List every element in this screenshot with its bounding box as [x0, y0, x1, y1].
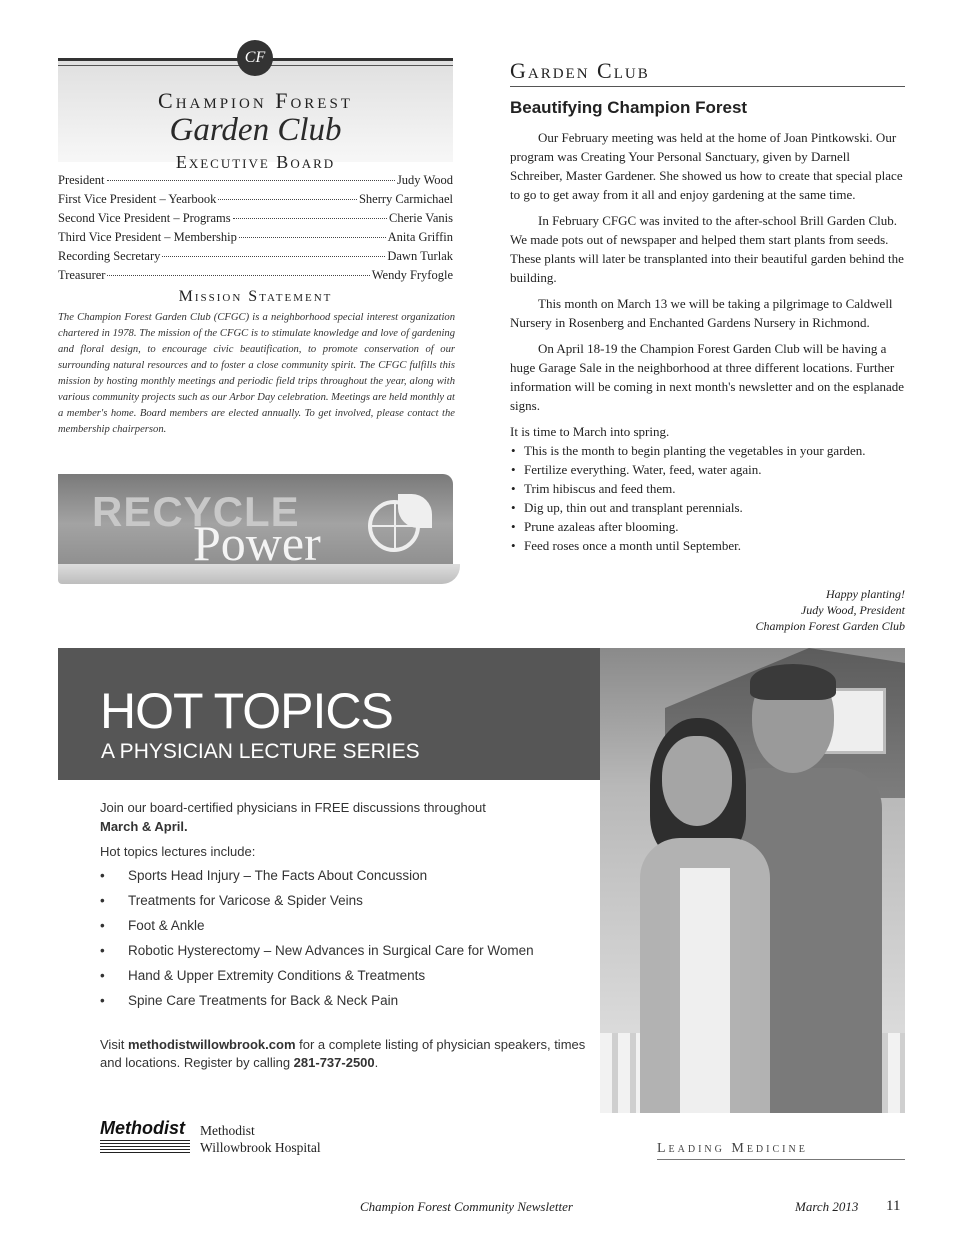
ad-lectures-intro: Hot topics lectures include: [100, 844, 256, 859]
lecture-item: • Treatments for Varicose & Spider Veins [100, 893, 600, 918]
ad-intro [100, 798, 600, 861]
officer-role: First Vice President – Yearbook [58, 192, 217, 206]
section-title: Garden Club [510, 58, 905, 87]
tip-item: • Prune azaleas after blooming. [510, 517, 905, 536]
footer-date: March 2013 [795, 1199, 859, 1214]
page-number: 11 [886, 1198, 901, 1214]
officer-role: Second Vice President – Programs [58, 211, 231, 225]
club-monogram-logo: CF [237, 40, 273, 76]
visit-middle: for a complete listing of physician speakers, times and locations. Register by calling [100, 1037, 586, 1070]
club-name: Champion Forest [158, 88, 353, 113]
lecture-label: Robotic Hysterectomy – New Advances in Surgical Care for Women [128, 943, 534, 958]
mission-statement-text: The Champion Forest Garden Club (CFGC) is a neighborhood special interest organization chartered in 1978. The mission of the CFGC is to stimulate knowledge and love of gardening and floral design, to encourage civic beautification, to promote conservation of our surrounding natural resources and to foster a close community spirit. The CFGC fulfills this mission by hosting monthly meetings and periodic field trips throughout the year, along with various community projects such as our Arbor Day celebration. Meetings are held monthly at a member's home. Board members are elected annually. To get involved, please contact the membership chairperson. [58, 312, 455, 435]
lecture-label: Spine Care Treatments for Back & Neck Pain [128, 993, 399, 1008]
officer-row [58, 211, 453, 230]
officer-name: Dawn Turlak [387, 249, 453, 263]
lecture-item: • Foot & Ankle [100, 918, 600, 943]
officer-row [58, 192, 453, 211]
visit-prefix: Visit [100, 1037, 128, 1052]
mission-statement-heading: Mission Statement [178, 288, 333, 305]
officer-name: Anita Griffin [387, 230, 453, 244]
visit-end: . [374, 1055, 379, 1070]
tip-item: • Dig up, thin out and transplant perennials. [510, 498, 905, 517]
tips-list [510, 441, 905, 555]
article-body [510, 128, 905, 555]
club-script-title: Garden Club [169, 112, 342, 148]
methodist-logo: Methodist [100, 1118, 185, 1138]
logo-stripes [100, 1140, 190, 1154]
article-paragraph: This month on March 13 we will be taking a pilgrimage to Caldwell Nursery in Rosenberg and Enchanted Gardens Nursery in Richmond. [510, 296, 893, 330]
sign-line: Champion Forest Garden Club [755, 619, 905, 633]
officer-role: Treasurer [58, 268, 106, 282]
ad-visit-text [100, 1036, 600, 1072]
couple-photo [600, 648, 905, 1113]
article-paragraph: In February CFGC was invited to the after-school Brill Garden Club. We made pots out of newspaper and helped them start plants from seeds. These plants will later be transplanted into their beautiful garden behind the building. [510, 213, 904, 285]
officer-row [58, 173, 453, 192]
sign-line: Judy Wood, President [800, 603, 905, 617]
hospital-line2: Willowbrook Hospital [200, 1140, 321, 1155]
tip-item: • Feed roses once a month until September. [510, 536, 905, 555]
lecture-item: • Spine Care Treatments for Back & Neck Pain [100, 993, 600, 1018]
ad-subtitle: A PHYSICIAN LECTURE SERIES [101, 740, 420, 763]
tip-item: • Trim hibiscus and feed them. [510, 479, 905, 498]
ad-join-months: March & April. [100, 819, 188, 834]
footer-newsletter-title: Champion Forest Community Newsletter [360, 1199, 573, 1214]
officer-list [58, 173, 453, 287]
website-url: methodistwillowbrook.com [127, 1037, 296, 1052]
tagline: Leading Medicine [657, 1141, 905, 1160]
power-word: Power [193, 515, 321, 571]
recycle-power-banner [58, 474, 460, 586]
officer-name: Cherie Vanis [389, 211, 453, 225]
sign-line: Happy planting! [826, 587, 905, 601]
tips-intro: It is time to March into spring. [510, 424, 670, 439]
officer-name: Wendy Fryfogle [371, 268, 453, 282]
lecture-list [100, 868, 600, 1018]
lecture-item: • Sports Head Injury – The Facts About Concussion [100, 868, 600, 893]
lecture-label: Treatments for Varicose & Spider Veins [128, 893, 363, 908]
tip-item: • This is the month to begin planting the vegetables in your garden. [510, 441, 905, 460]
officer-row [58, 230, 453, 249]
article-title: Beautifying Champion Forest [510, 98, 748, 117]
lecture-label: Foot & Ankle [128, 918, 205, 933]
article-paragraph: Our February meeting was held at the home of Joan Pintkowski. Our program was Creating Your Personal Sanctuary, given by Darnell Schreiber, Master Gardener. She showed us how to create that special place to go to get away from it all and enjoy gardening at the same time. [510, 130, 903, 202]
article-paragraph: On April 18-19 the Champion Forest Garden Club will be having a huge Garage Sale in the neighborhood at three different locations. Further information will be coming in next month's newsletter and on the esplanade signs. [510, 341, 905, 413]
officer-role: President [58, 173, 105, 187]
lecture-label: Hand & Upper Extremity Conditions & Treatments [128, 968, 426, 983]
lecture-item: • Hand & Upper Extremity Conditions & Treatments [100, 968, 600, 993]
lecture-item: • Robotic Hysterectomy – New Advances in Surgical Care for Women [100, 943, 600, 968]
officer-row [58, 268, 453, 287]
ad-title: HOT TOPICS [100, 683, 393, 739]
officer-role: Third Vice President – Membership [58, 230, 237, 244]
officer-role: Recording Secretary [58, 249, 161, 263]
lecture-label: Sports Head Injury – The Facts About Concussion [128, 868, 428, 883]
ad-join-text: Join our board-certified physicians in FREE discussions throughout [100, 800, 486, 815]
hospital-name [200, 1122, 321, 1156]
officer-name: Judy Wood [396, 173, 453, 187]
tip-item: • Fertilize everything. Water, feed, water again. [510, 460, 905, 479]
officer-name: Sherry Carmichael [358, 192, 453, 206]
officer-row [58, 249, 453, 268]
executive-board-heading: Executive Board [175, 152, 336, 172]
hospital-line1: Methodist [200, 1123, 255, 1138]
recycle-word: RECYCLE [92, 488, 300, 535]
phone-number: 281-737-2500 [293, 1055, 375, 1070]
article-signature [660, 586, 905, 634]
